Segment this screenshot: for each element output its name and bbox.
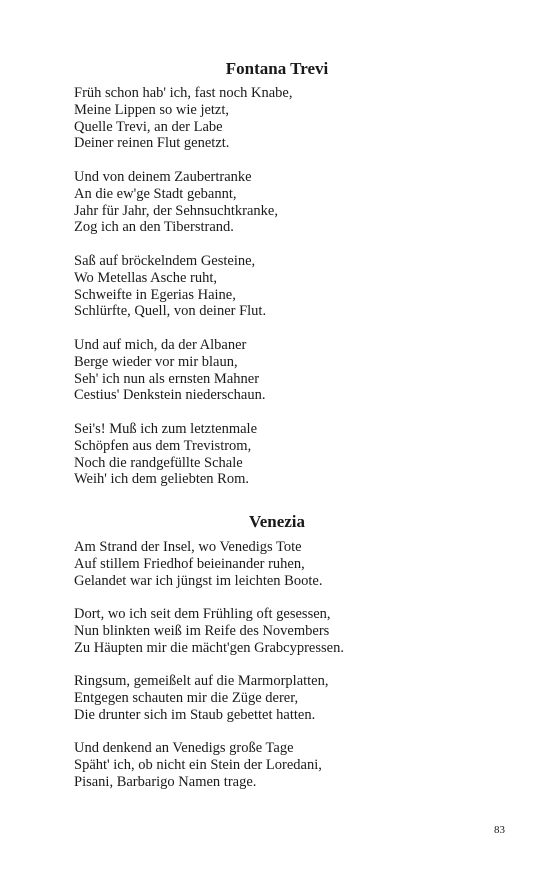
poem-line: Schöpfen aus dem Trevistrom,	[74, 437, 252, 454]
stanza	[74, 421, 257, 488]
poem-line: An die ew'ge Stadt gebannt,	[74, 185, 237, 202]
poem-line: Sei's! Muß ich zum letztenmale	[74, 421, 258, 437]
poem-line: Deiner reinen Flut genetzt.	[74, 135, 230, 152]
poem-line: Schlürfte, Quell, von deiner Flut.	[74, 303, 267, 320]
stanza	[74, 169, 278, 236]
poem-line: Die drunter sich im Staub gebettet hatten.	[74, 706, 316, 723]
page-number: 83	[494, 824, 505, 836]
poem-line: Späht' ich, ob nicht ein Stein der Loredani,	[74, 756, 322, 773]
poem-line: Gelandet war ich jüngst im leichten Boote.	[74, 572, 323, 589]
poem-line: Dort, wo ich seit dem Frühling oft gesessen,	[74, 606, 331, 622]
poem-line: Quelle Trevi, an der Labe	[74, 118, 223, 135]
stanza	[74, 337, 265, 404]
poem-line: Am Strand der Insel, wo Venedigs Tote	[74, 539, 302, 555]
poem-line: Weih' ich dem geliebten Rom.	[74, 471, 249, 488]
stanza	[74, 539, 322, 589]
poem-line: Entgegen schauten mir die Züge derer,	[74, 689, 299, 706]
poem-line: Seh' ich nun als ernsten Mahner	[74, 370, 260, 387]
poem-line: Schweifte in Egerias Haine,	[74, 286, 236, 303]
poem-line: Zog ich an den Tiberstrand.	[74, 219, 234, 236]
poem-line: Früh schon hab' ich, fast noch Knabe,	[74, 85, 293, 101]
stanza	[74, 253, 266, 320]
poem-line: Berge wieder vor mir blaun,	[74, 353, 238, 370]
poem-line: Nun blinkten weiß im Reife des Novembers	[74, 622, 330, 639]
stanza	[74, 740, 322, 790]
poem-line: Wo Metellas Asche ruht,	[74, 269, 217, 286]
poem-line: Saß auf bröckelndem Gesteine,	[74, 253, 256, 269]
poem-line: Pisani, Barbarigo Namen trage.	[74, 773, 257, 790]
poem-line: Jahr für Jahr, der Sehnsuchtkranke,	[74, 202, 278, 219]
poem-title-fontana-trevi: Fontana Trevi	[225, 59, 329, 78]
poem-title-venezia: Venezia	[248, 512, 306, 531]
stanza	[74, 606, 344, 656]
poem-line: Und von deinem Zaubertranke	[74, 169, 252, 185]
poem-line: Noch die randgefüllte Schale	[74, 454, 243, 471]
stanza	[74, 85, 292, 152]
poem-line: Cestius' Denkstein niederschaun.	[74, 387, 266, 404]
poem-line: Ringsum, gemeißelt auf die Marmorplatten,	[74, 673, 329, 689]
poem-line: Meine Lippen so wie jetzt,	[74, 101, 230, 118]
poem-line: Zu Häupten mir die mächt'gen Grabcypressen.	[74, 639, 344, 656]
poem-line: Und auf mich, da der Albaner	[74, 337, 247, 353]
poem-line: Und denkend an Venedigs große Tage	[74, 740, 294, 756]
poem-line: Auf stillem Friedhof beieinander ruhen,	[74, 555, 305, 572]
stanza	[74, 673, 329, 723]
